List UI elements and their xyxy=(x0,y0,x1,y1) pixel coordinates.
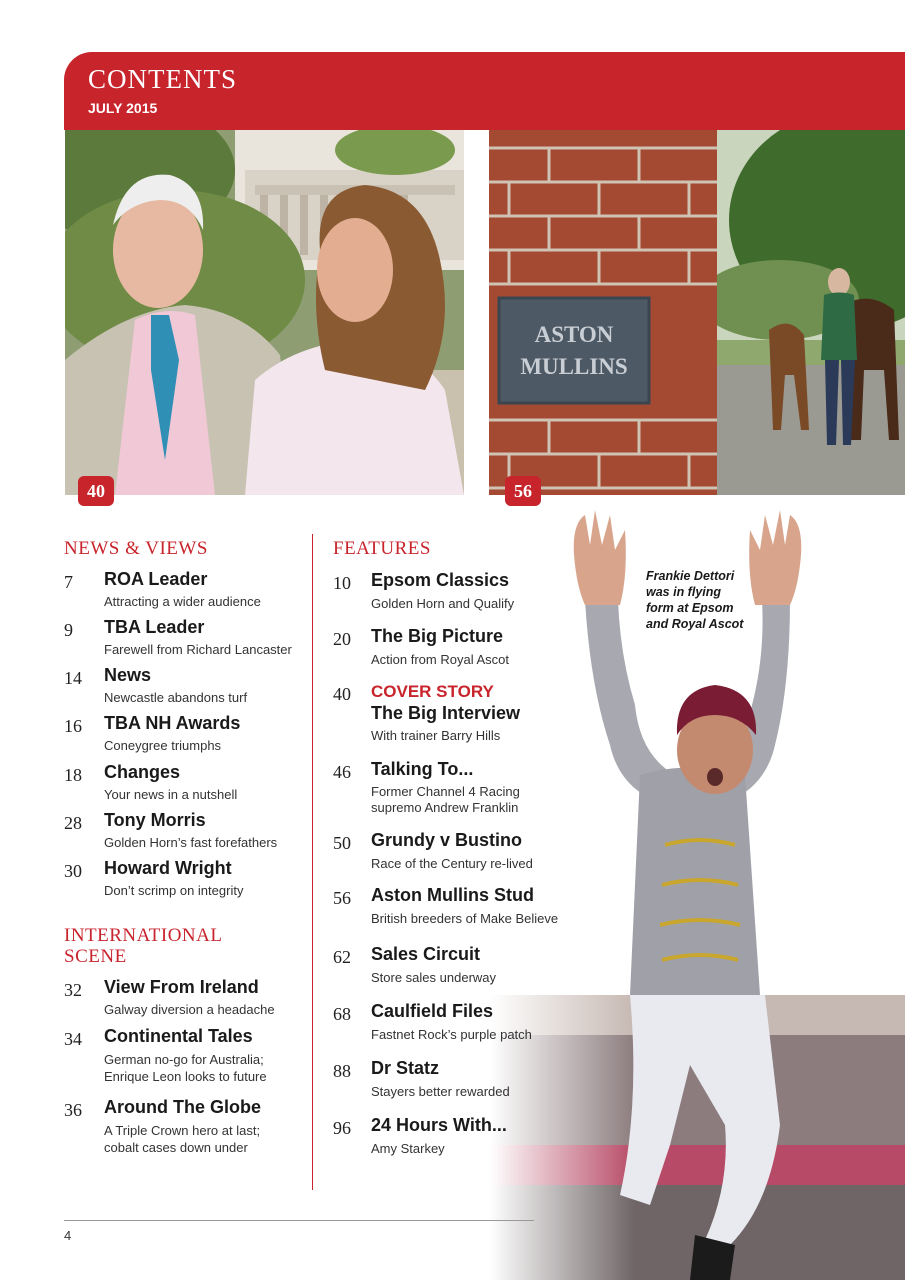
photo-aston-mullins-art xyxy=(489,130,905,495)
toc-subtitle: British breeders of Make Believe xyxy=(371,911,559,926)
toc-subtitle: Stayers better rewarded xyxy=(371,1084,510,1099)
photo-aston-mullins[interactable] xyxy=(489,130,905,495)
plaque-line-2: MULLINS xyxy=(520,354,628,379)
toc-title: Grundy v Bustino xyxy=(371,830,523,850)
footer-rule xyxy=(64,1220,534,1221)
toc-subtitle-line-2: supremo Andrew Franklin xyxy=(371,800,519,815)
photo-barry-hills[interactable] xyxy=(65,130,464,495)
toc-title: Dr Statz xyxy=(371,1058,440,1078)
toc-page-number: 28 xyxy=(64,813,82,833)
section-heading-news-views: NEWS & VIEWS xyxy=(64,538,208,559)
toc-title: Aston Mullins Stud xyxy=(371,885,534,905)
toc-subtitle: Your news in a nutshell xyxy=(104,787,238,802)
section-heading-line-2: SCENE xyxy=(64,946,127,967)
stud-name-plaque xyxy=(499,298,649,403)
toc-page-number: 36 xyxy=(64,1100,82,1120)
section-heading-international-scene xyxy=(64,925,222,967)
caption-line-4: and Royal Ascot xyxy=(646,617,744,631)
toc-title: Howard Wright xyxy=(104,858,232,878)
toc-title: Tony Morris xyxy=(104,810,206,830)
toc-page-number: 7 xyxy=(64,572,73,592)
toc-page-number: 10 xyxy=(333,573,351,593)
toc-page-number: 14 xyxy=(64,668,82,688)
toc-page-number: 18 xyxy=(64,765,82,785)
toc-title: Caulfield Files xyxy=(371,1001,494,1021)
caption-line-2: was in flying xyxy=(646,585,722,599)
toc-subtitle: Golden Horn and Qualify xyxy=(371,596,515,611)
page-folio: 4 xyxy=(64,1228,72,1243)
toc-subtitle: Fastnet Rock’s purple patch xyxy=(371,1027,532,1042)
plaque-line-1: ASTON xyxy=(534,322,614,347)
toc-page-number: 20 xyxy=(333,629,351,649)
toc-subtitle: Race of the Century re-lived xyxy=(371,856,533,871)
toc-subtitle: Newcastle abandons turf xyxy=(104,690,248,705)
page-title: CONTENTS xyxy=(88,64,237,94)
page-badge-40[interactable]: 40 xyxy=(78,476,114,506)
toc-subtitle-line-2: cobalt cases down under xyxy=(104,1140,248,1155)
toc-page-number: 9 xyxy=(64,620,73,640)
toc-title: News xyxy=(104,665,152,685)
toc-title: Changes xyxy=(104,762,181,782)
toc-page-number: 46 xyxy=(333,762,351,782)
toc-page-number: 96 xyxy=(333,1118,351,1138)
toc-subtitle: Action from Royal Ascot xyxy=(371,652,509,667)
toc-page-number: 56 xyxy=(333,888,351,908)
section-heading-features: FEATURES xyxy=(333,538,431,559)
toc-page-number: 40 xyxy=(333,684,351,704)
toc-title: The Big Interview xyxy=(371,703,521,723)
toc-subtitle: German no-go for Australia; xyxy=(104,1052,264,1067)
toc-title: Around The Globe xyxy=(104,1097,261,1117)
issue-date: JULY 2015 xyxy=(88,100,158,116)
toc-subtitle-line-2: Enrique Leon looks to future xyxy=(104,1069,267,1084)
toc-subtitle: Coneygree triumphs xyxy=(104,738,222,753)
page-badge-56[interactable]: 56 xyxy=(505,476,541,506)
photo-barry-hills-art xyxy=(65,130,464,495)
toc-subtitle: Attracting a wider audience xyxy=(104,594,261,609)
toc-title: Talking To... xyxy=(371,759,474,779)
toc-subtitle: Store sales underway xyxy=(371,970,497,985)
toc-page-number: 34 xyxy=(64,1029,82,1049)
toc-page-number: 32 xyxy=(64,980,82,1000)
toc-title: TBA NH Awards xyxy=(104,713,241,733)
toc-title: Sales Circuit xyxy=(371,944,481,964)
toc-subtitle: With trainer Barry Hills xyxy=(371,728,501,743)
toc-subtitle: A Triple Crown hero at last; xyxy=(104,1123,261,1138)
toc-page-number: 50 xyxy=(333,833,351,853)
toc-subtitle: Golden Horn’s fast forefathers xyxy=(104,835,278,850)
photo-caption xyxy=(646,568,766,632)
toc-title: TBA Leader xyxy=(104,617,205,637)
toc-subtitle: Don’t scrimp on integrity xyxy=(104,883,244,898)
section-heading-line-1: INTERNATIONAL xyxy=(64,925,223,946)
toc-subtitle: Amy Starkey xyxy=(371,1141,445,1156)
contents-header xyxy=(64,52,905,130)
toc-subtitle: Former Channel 4 Racing xyxy=(371,784,520,799)
toc-title: ROA Leader xyxy=(104,569,208,589)
toc-page-number: 16 xyxy=(64,716,82,736)
cover-story-kicker: COVER STORY xyxy=(371,682,494,701)
toc-page-number: 68 xyxy=(333,1004,351,1024)
column-divider xyxy=(312,534,313,1190)
toc-title: View From Ireland xyxy=(104,977,259,997)
toc-subtitle: Galway diversion a headache xyxy=(104,1002,275,1017)
toc-page-number: 88 xyxy=(333,1061,351,1081)
toc-page-number: 30 xyxy=(64,861,82,881)
toc-title: The Big Picture xyxy=(371,626,504,646)
toc-title: Continental Tales xyxy=(104,1026,253,1046)
toc-title: 24 Hours With... xyxy=(371,1115,507,1135)
caption-line-3: form at Epsom xyxy=(646,601,734,615)
toc-page-number: 62 xyxy=(333,947,351,967)
caption-line-1: Frankie Dettori xyxy=(646,569,735,583)
toc-subtitle: Farewell from Richard Lancaster xyxy=(104,642,292,657)
toc-title: Epsom Classics xyxy=(371,570,510,590)
